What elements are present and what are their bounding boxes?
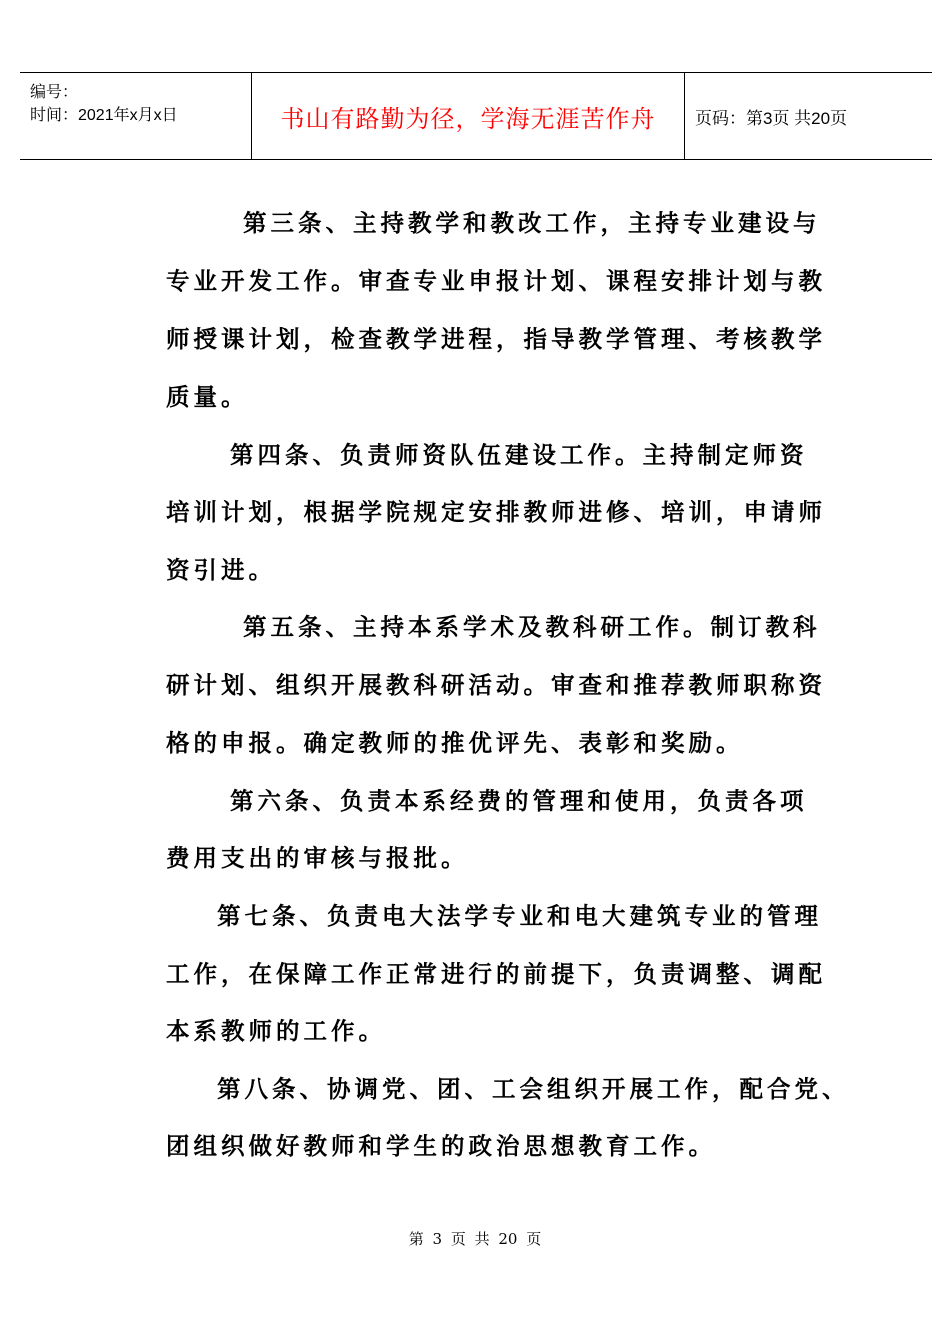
body-line: 专业开发工作。审查专业申报计划、课程安排计划与教 [166,267,826,295]
body-line: 格的申报。确定教师的推优评先、表彰和奖励。 [166,729,744,757]
body-line: 第七条、负责电大法学专业和电大建筑专业的管理 [217,902,822,930]
header-motto-cell [251,73,685,159]
body-line: 质量。 [166,383,249,411]
body-line: 费用支出的审核与报批。 [166,844,469,872]
page-footer: 第 3 页 共 20 页 [408,1230,542,1248]
document-number-label: 编号： [30,84,79,101]
body-line: 本系教师的工作。 [166,1017,386,1045]
header-meta-cell [20,73,251,159]
document-header [20,72,932,160]
header-motto: 书山有路勤为径，学海无涯苦作舟 [280,104,656,133]
body-line: 第八条、协调党、团、工会组织开展工作，配合党、 [217,1075,850,1103]
body-line: 第六条、负责本系经费的管理和使用，负责各项 [230,787,808,815]
body-line: 资引进。 [166,556,276,584]
body-line: 研计划、组织开展教科研活动。审查和推荐教师职称资 [166,671,826,699]
body-line: 第五条、主持本系学术及教科研工作。制订教科 [243,613,821,641]
body-line: 第三条、主持教学和教改工作，主持专业建设与 [243,209,821,237]
document-time-label: 时间：2021年x月x日 [30,107,178,124]
header-page-cell [685,73,932,159]
body-line: 师授课计划，检查教学进程，指导教学管理、考核教学 [166,325,826,353]
body-line: 团组织做好教师和学生的政治思想教育工作。 [166,1132,716,1160]
body-line: 工作，在保障工作正常进行的前提下，负责调整、调配 [166,960,826,988]
body-line: 第四条、负责师资队伍建设工作。主持制定师资 [230,441,808,469]
header-page-info: 页码：第3页 共20页 [695,108,848,128]
body-line: 培训计划，根据学院规定安排教师进修、培训，申请师 [166,498,826,526]
